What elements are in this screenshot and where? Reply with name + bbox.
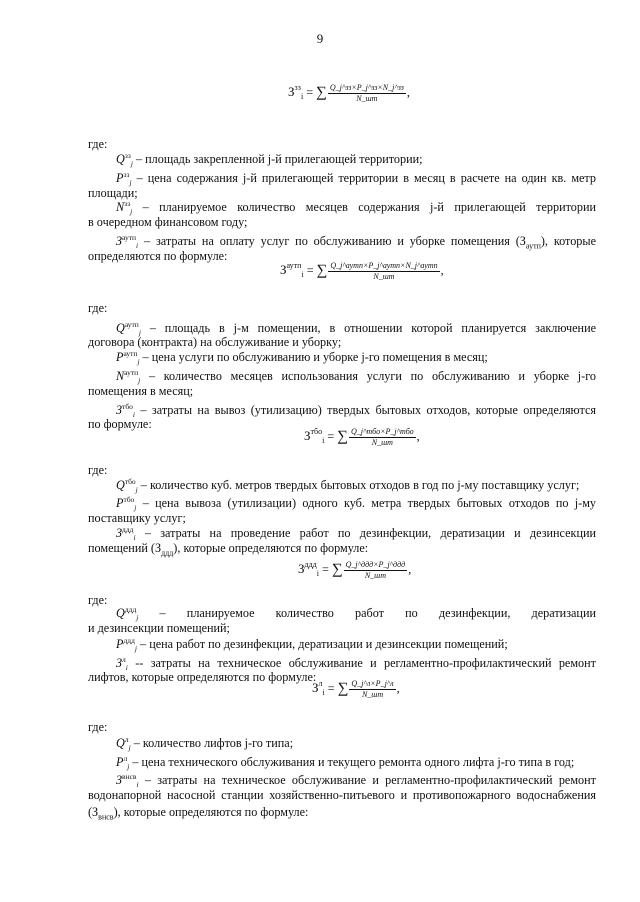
def-p-l: $P^л_j$ – цена технического обслуживания и текущего ремонта одного лифта j-го типа в год; (116, 754, 575, 771)
def-z-autp-cont: определяются по формуле: (88, 249, 228, 263)
def-z-vnsv: $З^{внсв}_i$ – затраты на техническое обслуживание и регламентно-профилактический ремонт (116, 772, 596, 789)
def-z-ddd: $З^{ддд}_i$ – затраты на проведение работ по дезинфекции, дератизации и дезинсекции (116, 525, 597, 542)
def-q-autp-cont: договора (контракта) на обслуживание и уборку; (88, 335, 342, 349)
def-z-vnsv-cont2: $(З_{внсв})$, которые определяются по формуле: (88, 805, 309, 822)
def-q-ddd-cont: и дезинсекции помещений; (88, 621, 230, 635)
where-label: где: (88, 301, 108, 315)
formula-zz: $З^{зз}_i$ = ∑ $\frac{Q\_j\^{}зз\times P\_j\^{}зз\times N\_j\^{}зз}{N\_шт}$ , (288, 83, 410, 103)
def-z-vnsv-cont: водонапорной насосной станции хозяйственно-питьевого и противопожарного водоснабжения (88, 788, 596, 802)
where-label: где: (88, 137, 108, 151)
def-p-autp: $P^{аутп}_j$ – цена услуги по обслуживанию и уборке j-го помещения в месяц; (116, 349, 488, 366)
where-label: где: (88, 593, 108, 607)
formula-ddd: $З^{ддд}_i$ = ∑ $\frac{\text{Q\_j\textasciicircum{}ддд×P\_j\textasciicircum{}ддд}}{N\_шт}$ , (298, 560, 412, 580)
formula-l: $З^л_i$ = ∑ $\frac{Q\_j\^{}л\times P\_j\^{}л}{N\_шт}$ , (312, 679, 400, 699)
def-z-l: $З^л_i$ -- затраты на техническое обслуживание и регламентно-профилактический ремонт (116, 655, 596, 672)
def-p-tbo: $P^{тбо}_j$ – цена вывоза (утилизации) одного куб. метра твердых бытовых отходов по j-му (116, 495, 596, 512)
def-q-zz: $Q^{зз}_j$ – площадь закрепленной j-й прилегающей территории; (116, 151, 423, 168)
formula-autp: $З^{аутп}_i$ = ∑ $\frac{\text{Q\_j\textasciicircum{}аутп×P\_j\textasciicircum{}аутп×N\_j\textasciicircum{}аутп}}{N\_шт}$ , (280, 261, 444, 281)
def-n-zz: $N^{зз}_j$ – планируемое количество месяцев содержания j-й прилегающей территории (116, 199, 596, 216)
def-q-l: $Q^л_j$ – количество лифтов j-го типа; (116, 735, 294, 752)
def-z-tbo: $З^{тбо}_i$ – затраты на вывоз (утилизацию) твердых бытовых отходов, которые определяются (116, 402, 596, 419)
def-q-autp: $Q^{аутп}_j$ – площадь в j-м помещении, в отношении которой планируется заключение (116, 320, 597, 337)
def-p-zz-cont: площади; (88, 186, 138, 200)
def-n-zz-cont: в очередном финансовом году; (88, 215, 248, 229)
def-p-zz: $P^{зз}_j$ – цена содержания j-й прилегающей территории в месяц в расчете на один кв. метр (116, 170, 597, 187)
def-q-ddd: $Q^{ддд}_j$ – планируемое количество работ по дезинфекции, дератизации (116, 605, 596, 622)
where-label: где: (88, 720, 108, 734)
def-p-tbo-cont: поставщику услуг; (88, 511, 186, 525)
def-n-autp-cont: помещения в месяц; (88, 384, 194, 398)
formula-tbo: $З^{тбо}_i$ = ∑ $\frac{\text{Q\_j\textasciicircum{}тбо×P\_j\textasciicircum{}тбо}}{N\_шт}$ , (304, 427, 420, 447)
def-z-l-cont: лифтов, которые определяются по формуле: (88, 670, 317, 684)
def-z-tbo-cont: по формуле: (88, 417, 152, 431)
def-z-ddd-cont: помещений $(З_{ддд})$, которые определяются по формуле: (88, 541, 369, 558)
page-number: 9 (316, 31, 324, 46)
def-p-ddd: $P^{ддд}_j$ – цена работ по дезинфекции, дератизации и дезинсекции помещений; (116, 636, 508, 653)
def-z-autp: $З^{аутп}_i$ – затраты на оплату услуг по обслуживанию и уборке помещения $(З_{аутп})$, которые (116, 233, 596, 251)
def-q-tbo: $Q^{тбо}_j$ – количество куб. метров твердых бытовых отходов в год по j-му поставщику услуг; (116, 477, 580, 494)
def-n-autp: $N^{аутп}_j$ – количество месяцев использования услуги по обслуживанию и уборке j-го (116, 368, 597, 385)
where-label: где: (88, 463, 108, 477)
